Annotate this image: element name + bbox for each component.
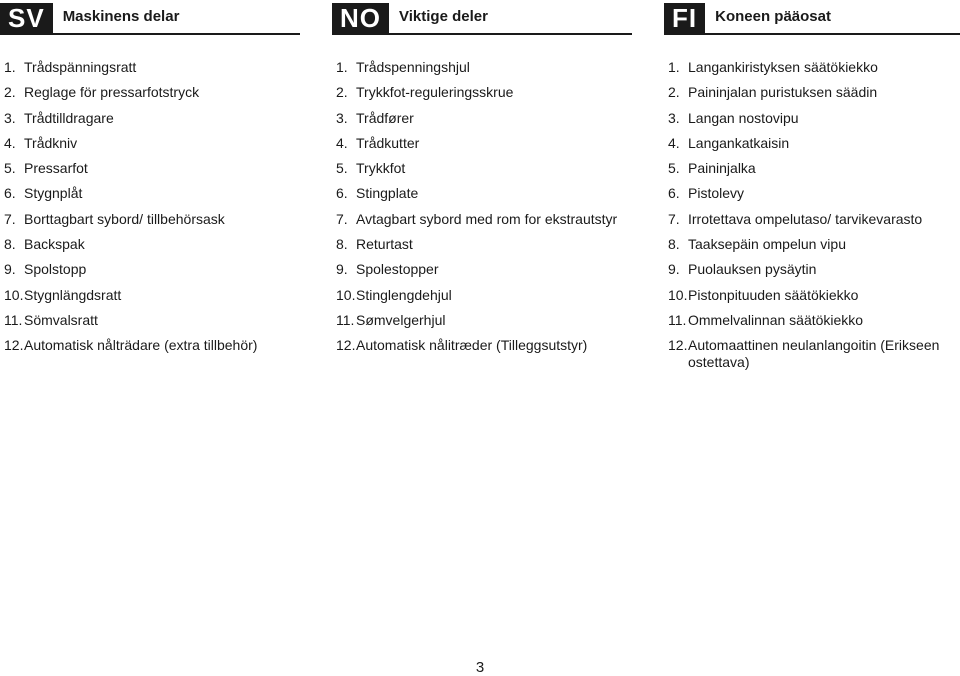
- item-text: Ommelvalinnan säätökiekko: [688, 311, 864, 328]
- list-item: [664, 156, 960, 181]
- list-item: [0, 131, 300, 156]
- item-text: Reglage för pressarfotstryck: [24, 84, 200, 101]
- item-text: Pistolevy: [688, 185, 745, 202]
- item-number: 3.: [336, 109, 348, 126]
- item-text: Langan nostovipu: [688, 109, 799, 126]
- item-number: 10.: [336, 286, 356, 303]
- item-text: Trådspänningsratt: [24, 59, 137, 75]
- item-number: 4.: [668, 134, 680, 151]
- parts-list-norwegian: [332, 55, 632, 359]
- item-number: 4.: [336, 134, 348, 151]
- item-text: Irrotettava ompelutaso/ tarvikevarasto: [688, 210, 923, 227]
- list-item: [664, 55, 960, 80]
- item-number: 6.: [4, 185, 16, 202]
- list-item: [664, 337, 960, 371]
- section-header-swedish: [0, 0, 300, 35]
- section-title: Koneen pääosat: [715, 8, 831, 25]
- item-number: 10.: [4, 286, 24, 303]
- list-item: [0, 80, 300, 105]
- list-item: [0, 283, 300, 308]
- section-title: Maskinens delar: [62, 8, 180, 25]
- list-item: [332, 257, 632, 282]
- item-number: 5.: [668, 160, 680, 177]
- list-item: [332, 55, 632, 80]
- section-title: Viktige deler: [399, 8, 488, 25]
- item-text: Automatisk nålträdare (extra tillbehör): [24, 337, 258, 354]
- section-norwegian: [332, 0, 632, 359]
- list-item: [0, 106, 300, 131]
- item-number: 11.: [4, 311, 23, 328]
- item-number: 8.: [336, 236, 348, 253]
- item-number: 6.: [668, 185, 680, 202]
- list-item: [664, 207, 960, 232]
- list-item: [664, 80, 960, 105]
- item-number: 11.: [336, 311, 355, 328]
- list-item: [664, 232, 960, 257]
- item-text: Pistonpituuden säätökiekko: [688, 286, 859, 303]
- language-code-badge: SV: [0, 3, 53, 33]
- item-text: Puolauksen pysäytin: [688, 261, 817, 278]
- list-item: [0, 55, 300, 80]
- item-number: 6.: [336, 185, 348, 202]
- item-text: Borttagbart sybord/ tillbehörsask: [24, 210, 225, 227]
- item-text: Backspak: [24, 236, 85, 253]
- item-number: 1.: [4, 59, 16, 75]
- section-swedish: [0, 0, 300, 359]
- section-header-finnish: [664, 0, 960, 35]
- page-number: 3: [475, 659, 485, 676]
- item-text: Automatisk nålitræder (Tilleggsutstyr): [356, 337, 588, 354]
- list-item: [0, 308, 300, 333]
- item-number: 9.: [668, 261, 680, 278]
- item-number: 2.: [336, 84, 348, 101]
- item-number: 3.: [668, 109, 680, 126]
- parts-list-finnish: [664, 55, 960, 371]
- section-header-norwegian: [332, 0, 632, 35]
- item-number: 10.: [668, 286, 688, 303]
- list-item: [664, 181, 960, 206]
- list-item: [664, 106, 960, 131]
- item-text: Taaksepäin ompelun vipu: [688, 236, 846, 253]
- list-item: [332, 80, 632, 105]
- item-text: Paininjalan puristuksen säädin: [688, 84, 878, 101]
- list-item: [664, 283, 960, 308]
- list-item: [332, 333, 632, 358]
- item-text: Pressarfot: [24, 160, 88, 177]
- item-text: Sömvalsratt: [24, 311, 98, 328]
- section-finnish: [664, 0, 960, 371]
- item-text: Paininjalka: [688, 160, 756, 177]
- item-text: Returtast: [356, 236, 413, 253]
- item-number: 8.: [668, 236, 680, 253]
- item-number: 9.: [336, 261, 348, 278]
- list-item: [0, 156, 300, 181]
- item-text: Automaattinen neulanlangoitin (Erikseen ostettava): [688, 337, 940, 371]
- item-number: 5.: [4, 160, 16, 177]
- item-number: 3.: [4, 109, 16, 126]
- item-text: Spolestopper: [356, 261, 439, 278]
- item-text: Trådkniv: [24, 134, 78, 151]
- item-text: Avtagbart sybord med rom for ekstrautstyr: [356, 210, 618, 227]
- item-number: 12.: [4, 337, 24, 354]
- list-item: [332, 283, 632, 308]
- list-item: [332, 308, 632, 333]
- language-code-badge: FI: [664, 3, 705, 33]
- item-number: 12.: [336, 337, 356, 354]
- list-item: [332, 131, 632, 156]
- item-number: 2.: [4, 84, 16, 101]
- item-text: Trådspenningshjul: [356, 59, 470, 75]
- item-text: Stygnlängdsratt: [24, 286, 122, 303]
- list-item: [332, 232, 632, 257]
- list-item: [664, 308, 960, 333]
- item-number: 7.: [336, 210, 348, 227]
- parts-list-swedish: [0, 55, 300, 359]
- item-text: Spolstopp: [24, 261, 87, 278]
- item-number: 2.: [668, 84, 680, 101]
- item-number: 7.: [4, 210, 16, 227]
- item-number: 5.: [336, 160, 348, 177]
- item-text: Trykkfot: [356, 160, 406, 177]
- item-number: 8.: [4, 236, 16, 253]
- item-text: Sømvelgerhjul: [356, 311, 446, 328]
- item-text: Langankiristyksen säätökiekko: [688, 59, 878, 75]
- item-number: 4.: [4, 134, 16, 151]
- list-item: [0, 232, 300, 257]
- item-number: 7.: [668, 210, 680, 227]
- item-number: 1.: [668, 59, 680, 75]
- list-item: [0, 181, 300, 206]
- item-text: Trådkutter: [356, 134, 420, 151]
- item-number: 11.: [668, 311, 687, 328]
- list-item: [0, 257, 300, 282]
- language-code-badge: NO: [332, 3, 389, 33]
- item-text: Stingplate: [356, 185, 419, 202]
- item-text: Stinglengdehjul: [356, 286, 452, 303]
- item-number: 12.: [668, 337, 688, 354]
- item-number: 1.: [336, 59, 348, 75]
- item-text: Langankatkaisin: [688, 134, 790, 151]
- item-text: Trykkfot-reguleringsskrue: [356, 84, 514, 101]
- item-text: Trådfører: [356, 109, 414, 126]
- item-number: 9.: [4, 261, 16, 278]
- list-item: [0, 207, 300, 232]
- list-item: [664, 257, 960, 282]
- list-item: [332, 156, 632, 181]
- list-item: [332, 106, 632, 131]
- list-item: [0, 333, 300, 358]
- list-item: [664, 131, 960, 156]
- item-text: Trådtilldragare: [24, 109, 114, 126]
- list-item: [332, 207, 632, 232]
- list-item: [332, 181, 632, 206]
- item-text: Stygnplåt: [24, 185, 83, 202]
